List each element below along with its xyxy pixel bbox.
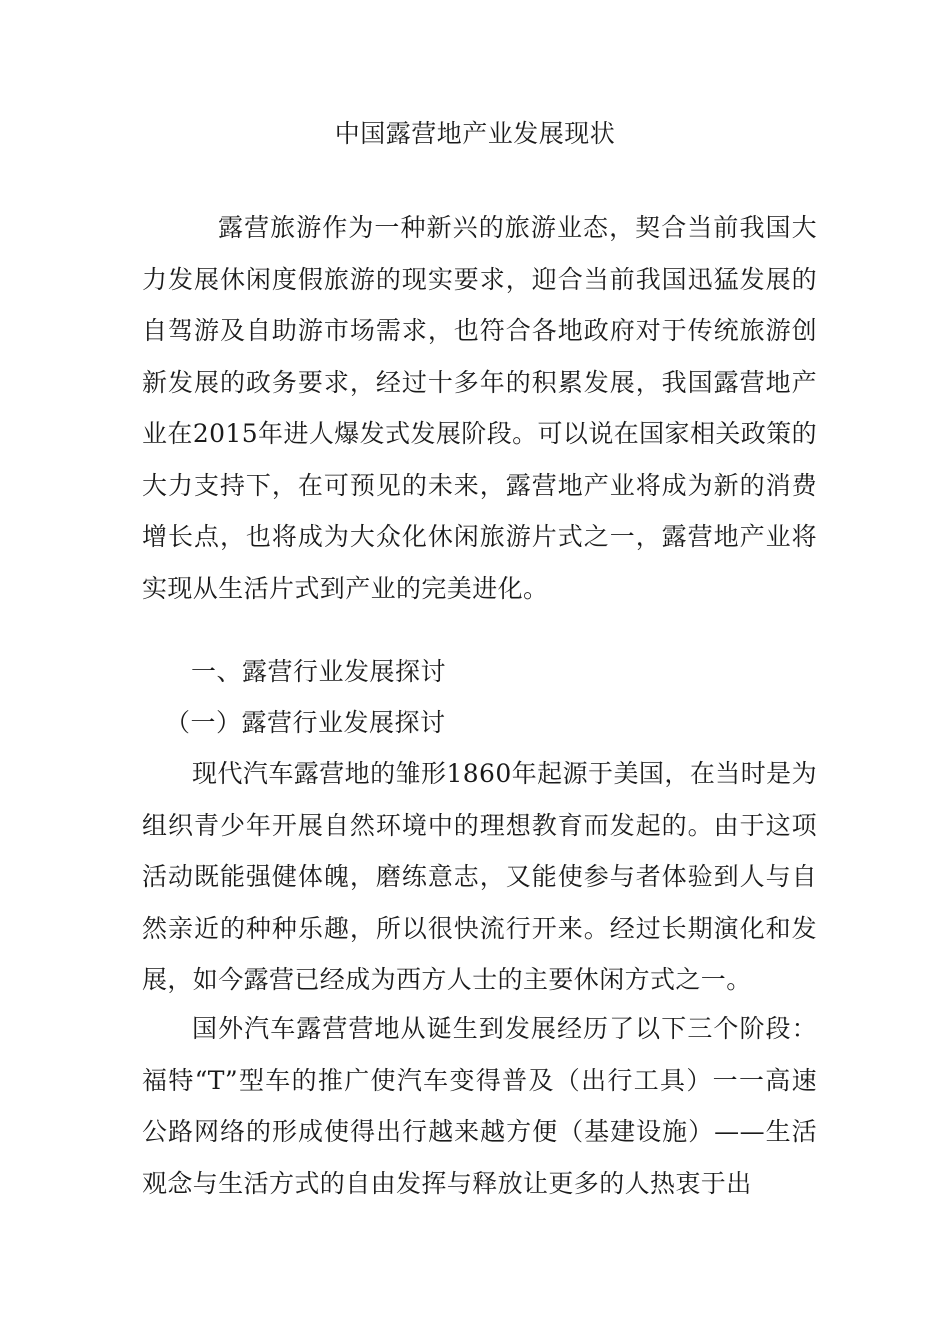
- intro-paragraph: 露营旅游作为一种新兴的旅游业态，契合当前我国大力发展休闲度假旅游的现实要求，迎合当前我国迅猛发展的自驾游及自助游市场需求，也符合各地政府对于传统旅游创新发展的政务要求，经过十多年的积累发展，我国露营地产业在2015年进人爆发式发展阶段。可以说在国家相关政策的大力支持下，在可预见的未来，露营地产业将成为新的消费增长点，也将成为大众化休闲旅游片式之一，露营地产业将实现从生活片式到产业的完美进化。: [142, 213, 817, 603]
- document-title: 中国露营地产业发展现状: [334, 119, 616, 148]
- body-paragraph-history: 现代汽车露营地的雏形1860年起源于美国，在当时是为组织青少年开展自然环境中的理想教育而发起的。由于这项活动既能强健体魄，磨练意志，又能使参与者体验到人与自然亲近的种种乐趣，所以很快流行开来。经过长期演化和发展，如今露营已经成为西方人士的主要休闲方式之一。: [142, 759, 817, 994]
- body-paragraph-stages: 国外汽车露营营地从诞生到发展经历了以下三个阶段：福特“T”型车的推广使汽车变得普及（出行工具）一一高速公路网络的形成使得出行越来越方便（基建设施）——生活观念与生活方式的自由发挥与释放让更多的人热衷于出: [142, 1014, 817, 1198]
- subsection-heading: （一）露营行业发展探讨: [165, 708, 446, 737]
- section-heading: 一、露营行业发展探讨: [191, 657, 447, 686]
